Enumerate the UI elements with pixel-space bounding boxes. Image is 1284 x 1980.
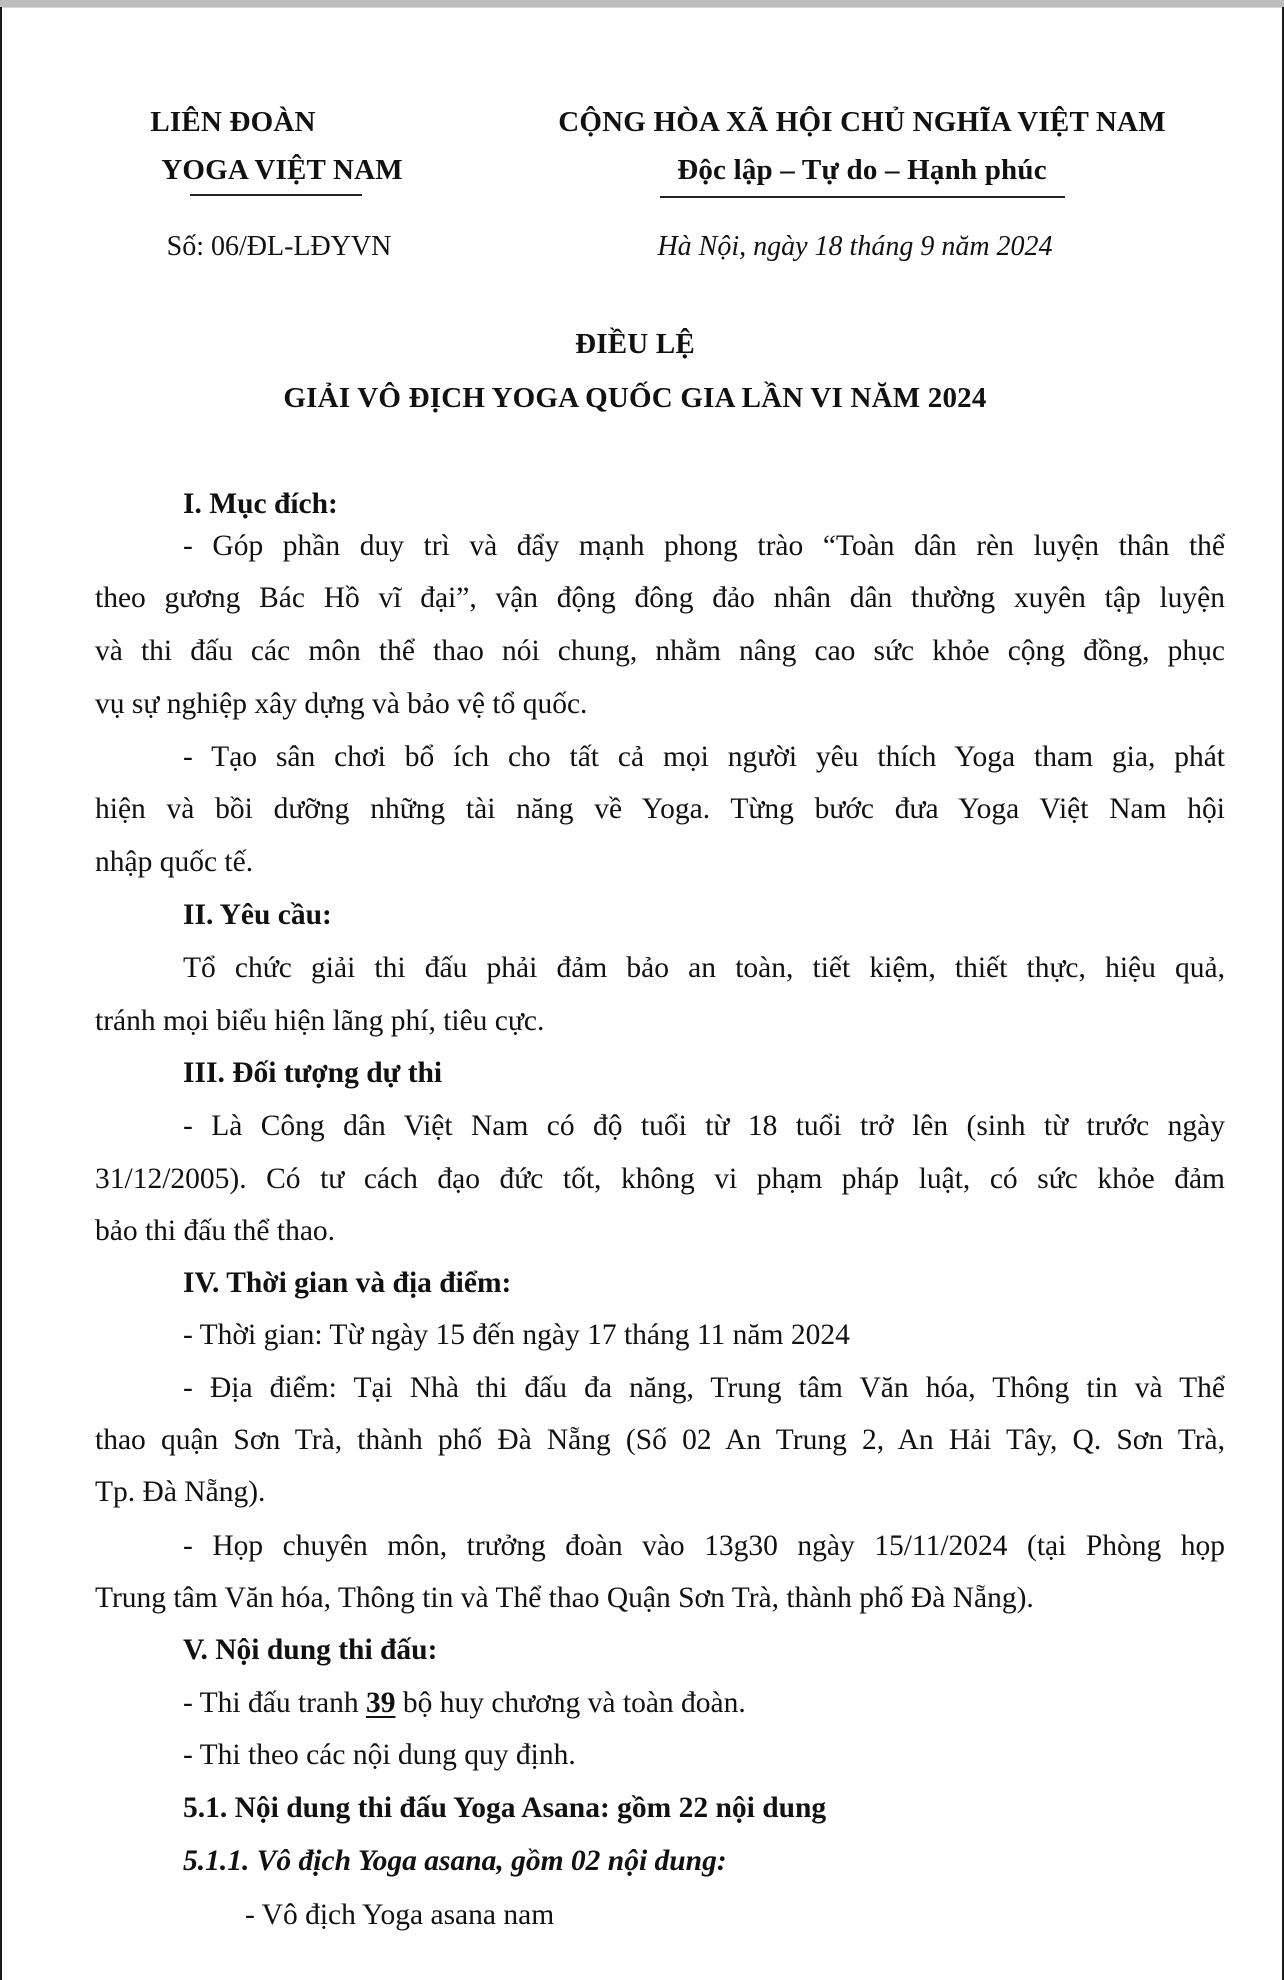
medals-prefix: - Thi đấu tranh (183, 1687, 366, 1719)
org-name-line2: YOGA VIỆT NAM (161, 154, 403, 186)
medals-line (95, 1689, 1225, 1719)
paragraph-line: tránh mọi biểu hiện lãng phí, tiêu cực. (95, 1005, 545, 1037)
document-title: ĐIỀU LỆ (575, 328, 695, 360)
paragraph-line: Tổ chức giải thi đấu phải đảm bảo an toàn, tiết kiệm, thiết thực, hiệu quả, (183, 952, 1225, 984)
section-heading-requirements: II. Yêu cầu: (183, 899, 332, 931)
org-name-line1: LIÊN ĐOÀN (150, 106, 316, 138)
paragraph-line: - Góp phần duy trì và đẩy mạnh phong trào “Toàn dân rèn luyện thân thể (183, 530, 1225, 562)
org-underline (190, 194, 362, 196)
rules-line: - Thi theo các nội dung quy định. (183, 1739, 576, 1771)
page-border-left (0, 7, 2, 1980)
document-number: Số: 06/ĐL-LĐYVN (166, 231, 392, 262)
nation-motto: Độc lập – Tự do – Hạnh phúc (677, 154, 1047, 186)
paragraph-line: - Tạo sân chơi bổ ích cho tất cả mọi người yêu thích Yoga tham gia, phát (183, 741, 1225, 773)
top-bar (0, 0, 1284, 8)
section-heading-time-place: IV. Thời gian và địa điểm: (183, 1267, 512, 1299)
paragraph-line: thao quận Sơn Trà, thành phố Đà Nẵng (Số 02 An Trung 2, An Hải Tây, Q. Sơn Trà, (95, 1424, 1225, 1456)
paragraph-line: nhập quốc tế. (95, 846, 254, 878)
section-heading-purpose: I. Mục đích: (183, 488, 338, 520)
paragraph-line: Tp. Đà Nẵng). (95, 1476, 266, 1508)
medals-count: 39 (365, 1687, 396, 1719)
section-heading-competition-content: V. Nội dung thi đấu: (183, 1634, 438, 1666)
paragraph-line: vụ sự nghiệp xây dựng và bảo vệ tổ quốc. (95, 688, 588, 720)
paragraph-line: - Họp chuyên môn, trưởng đoàn vào 13g30 ngày 15/11/2024 (tại Phòng họp (183, 1530, 1225, 1562)
nation-title: CỘNG HÒA XÃ HỘI CHỦ NGHĨA VIỆT NAM (558, 106, 1166, 138)
medals-suffix: bộ huy chương và toàn đoàn. (395, 1687, 746, 1719)
paragraph-line: 31/12/2005). Có tư cách đạo đức tốt, không vi phạm pháp luật, có sức khỏe đảm (95, 1163, 1225, 1195)
paragraph-line: - Là Công dân Việt Nam có độ tuổi từ 18 tuổi trở lên (sinh từ trước ngày (183, 1110, 1225, 1142)
motto-underline (660, 196, 1065, 198)
list-item: - Vô địch Yoga asana nam (245, 1899, 555, 1931)
document-subtitle: GIẢI VÔ ĐỊCH YOGA QUỐC GIA LẦN VI NĂM 2024 (283, 382, 987, 414)
section-heading-participants: III. Đối tượng dự thi (183, 1057, 443, 1089)
paragraph-line: Trung tâm Văn hóa, Thông tin và Thể thao Quận Sơn Trà, thành phố Đà Nẵng). (95, 1582, 1034, 1614)
paragraph-line: - Địa điểm: Tại Nhà thi đấu đa năng, Trung tâm Văn hóa, Thông tin và Thể (183, 1372, 1225, 1404)
subsection-heading-5-1-1: 5.1.1. Vô địch Yoga asana, gồm 02 nội dung: (183, 1845, 727, 1877)
paragraph-line: bảo thi đấu thể thao. (95, 1215, 336, 1247)
paragraph-line: và thi đấu các môn thể thao nói chung, nhằm nâng cao sức khỏe cộng đồng, phục (95, 635, 1225, 667)
paragraph-line: hiện và bồi dưỡng những tài năng về Yoga. Từng bước đưa Yoga Việt Nam hội (95, 793, 1225, 825)
paragraph-line: theo gương Bác Hồ vĩ đại”, vận động đông đảo nhân dân thường xuyên tập luyện (95, 582, 1225, 614)
place-date: Hà Nội, ngày 18 tháng 9 năm 2024 (657, 231, 1053, 262)
event-time: - Thời gian: Từ ngày 15 đến ngày 17 tháng 11 năm 2024 (183, 1319, 850, 1351)
subsection-heading-5-1: 5.1. Nội dung thi đấu Yoga Asana: gồm 22 nội dung (183, 1792, 827, 1824)
